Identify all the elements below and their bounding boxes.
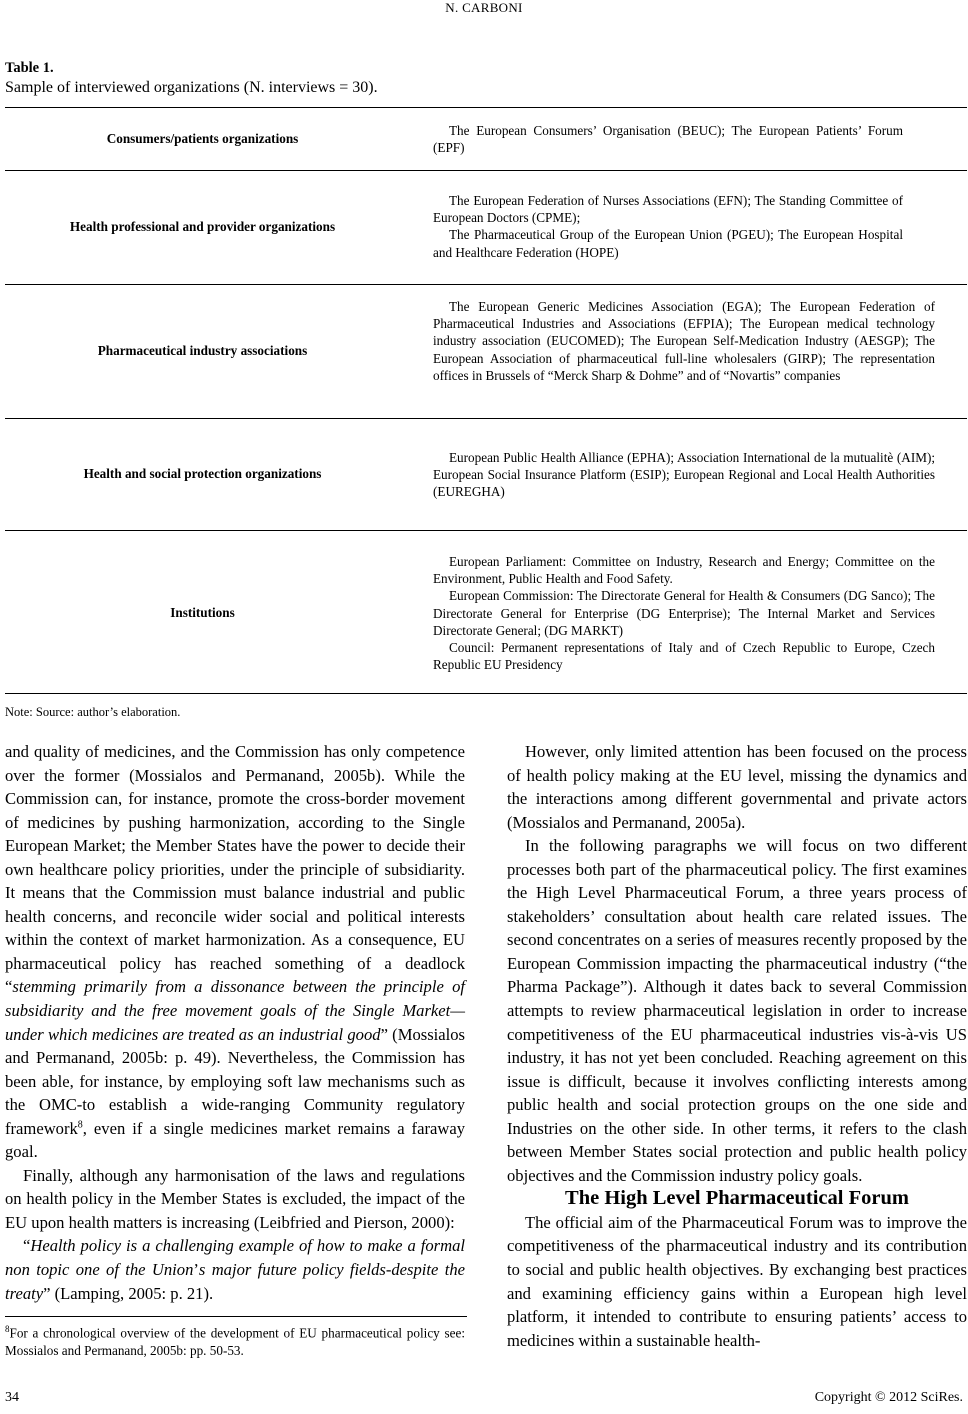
table-row-label: Institutions bbox=[170, 605, 235, 620]
table-row-rule bbox=[5, 284, 967, 285]
table-cell-paragraph: European Parliament: Committee on Industry, Research and Energy; Committee on the Environment, Public Health and Food Safety. bbox=[433, 554, 935, 587]
table-row-text bbox=[433, 298, 935, 384]
table-row-label: Health and social protection organizations bbox=[83, 466, 322, 481]
left-column bbox=[5, 740, 465, 1305]
page-number: 34 bbox=[5, 1390, 19, 1405]
block-quote: “Health policy is a challenging example of how to make a formal non topic one of the Union’s major future policy fields-despite the treaty” (Lamping, 2005: p. 21). bbox=[5, 1236, 465, 1303]
table-caption bbox=[5, 58, 378, 98]
table-row-text bbox=[433, 449, 935, 501]
table-caption-text: Sample of interviewed organizations (N. interviews = 30). bbox=[5, 79, 378, 96]
footnote-rule bbox=[5, 1316, 467, 1317]
table-cell-paragraph: The European Generic Medicines Association (EGA); The European Federation of Pharmaceutical Industries and Associations (EFPIA); The European medical technology industry association (EUCOMED); The European Self-Medication Industry (AESGP); The European Association of pharmaceutical full-line wholesalers (GIRP); The representation offices in Brussels of “Merck Sharp & Dohme” and of “Novartis” companies bbox=[433, 299, 935, 383]
table-caption-label: Table 1. bbox=[5, 60, 54, 76]
table-row-rule bbox=[5, 170, 967, 171]
right-column bbox=[507, 740, 967, 1352]
table-row-rule bbox=[5, 530, 967, 531]
table-top-rule bbox=[5, 107, 967, 108]
table-row-text bbox=[433, 192, 903, 261]
table-note: Note: Source: author’s elaboration. bbox=[5, 705, 181, 719]
running-head: N. CARBONI bbox=[445, 0, 523, 15]
table-cell-paragraph: The European Federation of Nurses Associations (EFN); The Standing Committee of European Doctors (CPME); bbox=[433, 193, 903, 226]
table-row-label: Health professional and provider organizations bbox=[69, 219, 336, 234]
body-paragraph: The official aim of the Pharmaceutical Forum was to improve the competitiveness of the pharmaceutical industry and its contribution to social and public health objectives. By exchanging best practices and examining efficiency gains within a European high level platform, it intended to contribute to ensuring patients’ access to medicines within a sustainable health- bbox=[507, 1212, 967, 1350]
table-row-rule bbox=[5, 418, 967, 419]
footnote: $^8$For a chronological overview of the development of EU pharmaceutical policy see: Mossialos and Permanand, 2005b: pp. 50-53. bbox=[5, 1324, 465, 1359]
body-paragraph: Finally, although any harmonisation of the laws and regulations on health policy in the Member States is excluded, the impact of the EU upon health matters is increasing (Leibfried and Pierson, 2000): bbox=[5, 1165, 465, 1232]
table-row-text bbox=[433, 553, 935, 673]
table-bottom-rule bbox=[5, 693, 967, 694]
table-cell-paragraph: Council: Permanent representations of Italy and of Czech Republic to Europe, Czech Republic EU Presidency bbox=[433, 640, 935, 673]
body-paragraph: and quality of medicines, and the Commission has only competence over the former (Mossialos and Permanand, 2005b). While the Commission can, for instance, promote the cross-border movement of medicines by pushing harmonization, according to the Single European Market; the Member States have the power to decide their own healthcare policy priorities, under the principle of subsidiarity. It means that the Commission must balance industrial and public health concerns, and reconcile wider social and political interests within the context of market harmonization. As a consequence, EU pharmaceutical policy has reached something of a deadlock “stemming primarily from a dissonance between the principle of subsidiarity and the free movement goals of the Single Market—under which medicines are treated as an industrial good” (Mossialos and Permanand, 2005b: p. 49). Nevertheless, the Commission has been able, for instance, by employing soft law mechanisms such as the OMC-to establish a wide-ranging Community regulatory framework$^8$, even if a single medicines market remains a faraway goal. bbox=[5, 742, 465, 1162]
table-cell-paragraph: European Commission: The Directorate General for Health & Consumers (DG Sanco); The Directorate General for Enterprise (DG Enterprise); The Internal Market and Services Directorate General; (DG MARKT) bbox=[433, 588, 935, 638]
body-paragraph: In the following paragraphs we will focus on two different processes both part of the pharmaceutical policy. The first examines the High Level Pharmaceutical Forum, a three years process of stakeholders’ consultation about health care related issues. The second concentrates on a series of measures recently proposed by the European Commission impacting the pharmaceutical industry (“the Pharma Package”). Although it dates back to several Commission attempts to review pharmaceutical legislation in order to increase competitiveness of the EU pharmaceutical industries vis-à-vis US industry, it has not yet been concluded. Reaching agreement on this issue is difficult, because it involves conflicting interests among public health and social protection groups on the one side and Industries on the other side. In other terms, it refers to the clash between Member States social protection and public health policy objectives and the Commission industry policy goals. bbox=[507, 836, 967, 1185]
table-cell-paragraph: European Public Health Alliance (EPHA); Association International de la mutualitè (AIM); European Social Insurance Platform (ESIP); European Regional and Local Health Authorities (EUREGHA) bbox=[433, 450, 935, 500]
body-paragraph: However, only limited attention has been focused on the process of health policy making at the EU level, missing the dynamics and the interactions among different governmental and private actors (Mossialos and Permanand, 2005a). bbox=[507, 742, 967, 832]
section-heading: The High Level Pharmaceutical Forum bbox=[565, 1187, 909, 1210]
table-cell-paragraph: The Pharmaceutical Group of the European Union (PGEU); The European Hospital and Healthcare Federation (HOPE) bbox=[433, 227, 903, 260]
table-row-text bbox=[433, 122, 903, 156]
table-row-label: Pharmaceutical industry associations bbox=[97, 343, 308, 358]
copyright-notice: Copyright © 2012 SciRes. bbox=[814, 1390, 963, 1405]
table-cell-paragraph: The European Consumers’ Organisation (BEUC); The European Patients’ Forum (EPF) bbox=[433, 123, 903, 156]
table-row-label: Consumers/patients organizations bbox=[106, 131, 299, 146]
